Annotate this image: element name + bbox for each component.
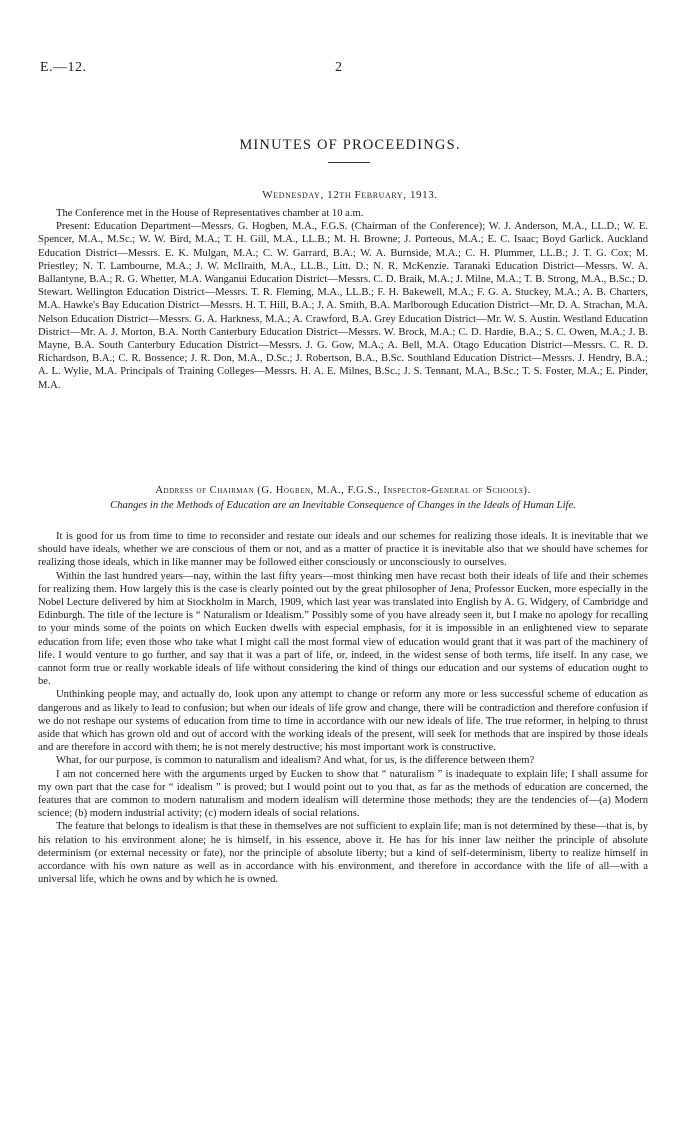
intro-section (38, 207, 648, 392)
document-reference: E.—12. (40, 60, 87, 75)
page-title: MINUTES OF PROCEEDINGS. (239, 137, 461, 153)
address-subtitle: Changes in the Methods of Education are an Inevitable Consequence of Changes in the Ideals of Human Life. (110, 500, 576, 511)
body-paragraph: Unthinking people may, and actually do, look upon any attempt to change or reform any more or less successful scheme of education as dangerous and as likely to lead to confusion; but when our ideals of life grow and change, there will be contradiction and therefore confusion if we do not reshape our systems of education from time to time in accordance with our new ideals of life. The true reformer, in helping to thrust aside that which has grown old and out of accord with the working ideals of the present, will seek for methods that are inspired by those ideals and are therefore in accord with them; he is not merely destructive; his most important work is constructive. (38, 689, 648, 754)
body-paragraph: It is good for us from time to time to reconsider and restate our ideals and our schemes for realizing those ideals. It is inevitable that we should have ideals, whether we are conscious of them or not, and as a matter of practice it is inevitable also that we should have schemes for realizing those ideals, which in like manner may be followed either consciously or unconsciously to ourselves. (38, 531, 648, 569)
body-paragraph: The feature that belongs to idealism is that these in themselves are not sufficient to explain life; man is not determined by these—that is, by his relation to his environment alone; he is himself, in his essence, above it. He has for his inner law neither the principle of absolute determinism (or external necessity or fate), nor the principle of absolute liberty; but a kind of self-determinism, liberty to realize himself in accordance with his own nature as well as in accordance with his environment, and therefore in accordance with the life of all—with a universal life, which he owns and by which he is owned. (38, 821, 648, 886)
attendees-paragraph: Present: Education Department—Messrs. G. Hogben, M.A., F.G.S. (Chairman of the Conference); W. J. Anderson, M.A., LL.D.; W. E. Spencer, M.A., M.Sc.; W. W. Bird, M.A.; T. H. Gill, M.A., LL.B.; M. H. Browne; J. Porteous, M.A.; E. C. Isaac; Boyd Garlick. Auckland Education District—Messrs. E. K. Mulgan, M.A.; C. W. Garrard, B.A.; W. A. Burnside, M.A.; C. H. Plummer, LL.B.; J. T. G. Cox; M. Priestley; N. T. Lambourne, M.A.; J. W. McIlraith, M.A., LL.B., Litt. D.; N. R. McKenzie. Taranaki Education District—Messrs. W. A. Ballantyne, B.A.; R. G. Whetter, M.A. Wanganui Education District—Messrs. C. D. Braik, M.A.; J. Milne, M.A.; T. B. Strong, M.A., B.Sc.; D. Stewart. Wellington Education District—Messrs. T. R. Fleming, M.A., LL.B.; F. H. Bakewell, M.A.; F. G. A. Stuckey, M.A.; A. B. Charters, M.A. Hawke's Bay Education District—Messrs. H. T. Hill, B.A.; J. A. Smith, B.A. Marlborough Education District—Mr. D. A. Strachan, M.A. Nelson Education District—Messrs. G. A. Harkness, M.A.; A. Crawford, B.A. Grey Education District—Mr. W. S. Austin. Westland Education District—Mr. A. J. Morton, B.A. North Canterbury Education District—Messrs. W. Brock, M.A.; C. D. Hardie, B.A.; S. C. Owen, M.A.; J. B. Mayne, B.A. South Canterbury Education District—Messrs. J. G. Gow, M.A.; A. Bell, M.A. Otago Education District—Messrs. C. R. D. Richardson, B.A.; C. R. Bossence; J. R. Don, M.A., D.Sc.; J. Robertson, B.A., B.Sc. Southland Education District—Messrs. J. Hendry, B.A.; A. L. Wylie, M.A. Principals of Training Colleges—Messrs. H. A. E. Milnes, B.Sc.; J. S. Tennant, M.A., B.Sc.; T. S. Foster, M.A.; E. Pinder, M.A. (38, 221, 648, 391)
address-heading: Address of Chairman (G. Hogben, M.A., F.G.S., Inspector-General of Schools). (155, 485, 531, 496)
meeting-date: Wednesday, 12th February, 1913. (262, 189, 438, 201)
body-paragraph: I am not concerned here with the arguments urged by Eucken to show that “ naturalism ” is inadequate to explain life; I shall assume for my own part that the case for “ idealism ” is proved; but I would point out to you that, as far as the methods of education are concerned, the features that are common to modern naturalism and modern idealism will determine those methods; they are the tendencies of—(a) Modern science; (b) modern industrial activity; (c) modern ideals of social relations. (38, 768, 648, 820)
title-rule (328, 162, 370, 163)
address-body (38, 530, 648, 886)
opening-paragraph: The Conference met in the House of Representatives chamber at 10 a.m. (56, 208, 364, 219)
page-number: 2 (335, 60, 342, 75)
body-paragraph: Within the last hundred years—nay, within the last fifty years—most thinking men have recast both their ideals of life and their schemes for realizing them. How largely this is the case is clearly pointed out by the great philosopher of Jena, Professor Eucken, more especially in the Nobel Lecture delivered by him at Stockholm in March, 1909, which last year was translated into English by A. G. Widgery, of Cambridge and Edinburgh. The title of the lecture is “ Naturalism or Idealism.” Possibly some of you have already seen it, but I make no apology for recalling to your minds some of the points on which Eucken dwells with especial emphasis, for it is impossible in an enlightened view to separate education from life; even those who take what I might call the most formal view of education would grant that it was part of the machinery of life. I would venture to go further, and say that it was a part of life, or, indeed, in the widest sense of both terms, life itself. In any case, we cannot form true or really workable ideals of life without considering the kind of things our education and our systems of education ought to be. (38, 570, 648, 688)
body-paragraph: What, for our purpose, is common to naturalism and idealism? And what, for us, is the difference between them? (56, 755, 535, 767)
